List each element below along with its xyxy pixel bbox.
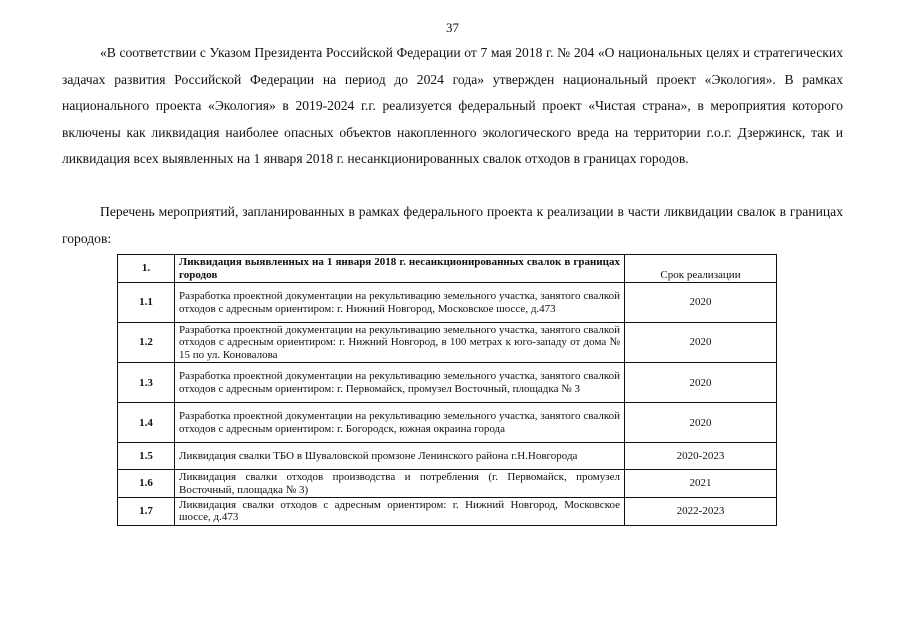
intro-paragraph: «В соответствии с Указом Президента Российской Федерации от 7 мая 2018 г. № 204 «О национальных целях и стратегических задачах развития Российской Федерации на период до 2024 года» утвержден национальный проект «Экология». В рамках национального проекта «Экология» в 2019-2024 г.г. реализуется федеральный проект «Чистая страна», в мероприятия которого включены как ликвидация наиболее опасных объектов накопленного экологического вреда на территории г.о.г. Дзержинск, так и ликвидация всех выявленных на 1 января 2018 г. несанкционированных свалок отходов в границах городов. — [62, 45, 843, 166]
row-description: Разработка проектной документации на рекультивацию земельного участка, занятого свалкой отходов с адресным ориентиром: г. Первомайск, промузел Восточный, площадка № 3 — [175, 363, 625, 403]
row-term: 2020 — [625, 323, 777, 363]
row-number: 1.4 — [118, 403, 175, 443]
row-term: 2020 — [625, 283, 777, 323]
row-description: Разработка проектной документации на рекультивацию земельного участка, занятого свалкой отходов с адресным ориентиром: г. Нижний Новгород, Московское шоссе, д.473 — [175, 283, 625, 323]
table-header-row — [118, 255, 777, 283]
row-term: 2020-2023 — [625, 443, 777, 470]
row-description: Разработка проектной документации на рекультивацию земельного участка, занятого свалкой отходов с адресным ориентиром: г. Богородск, южная окраина города — [175, 403, 625, 443]
header-description: Ликвидация выявленных на 1 января 2018 г. несанкционированных свалок в границах городов — [175, 255, 625, 283]
row-term: 2020 — [625, 403, 777, 443]
row-description: Ликвидация свалки ТБО в Шуваловской промзоне Ленинского района г.Н.Новгорода — [175, 443, 625, 470]
row-description: Ликвидация свалки отходов производства и потребления (г. Первомайск, промузел Восточный, площадка № 3) — [175, 470, 625, 498]
row-number: 1.1 — [118, 283, 175, 323]
page-number: 37 — [446, 20, 459, 35]
row-term: 2022-2023 — [625, 498, 777, 526]
row-number: 1.3 — [118, 363, 175, 403]
table-row — [118, 443, 777, 470]
row-term: 2020 — [625, 363, 777, 403]
table-row — [118, 283, 777, 323]
measures-table — [117, 254, 777, 526]
row-number: 1.6 — [118, 470, 175, 498]
table-row — [118, 403, 777, 443]
header-term: Срок реализации — [625, 255, 777, 283]
row-number: 1.5 — [118, 443, 175, 470]
row-number: 1.2 — [118, 323, 175, 363]
table-row — [118, 470, 777, 498]
row-description: Разработка проектной документации на рекультивацию земельного участка, занятого свалкой отходов с адресным ориентиром: г. Нижний Новгород, в 100 метрах к юго-западу от дома № 15 по ул. Коновалова — [175, 323, 625, 363]
table-row — [118, 363, 777, 403]
header-number: 1. — [118, 255, 175, 283]
table-row — [118, 498, 777, 526]
row-number: 1.7 — [118, 498, 175, 526]
row-term: 2021 — [625, 470, 777, 498]
table-row — [118, 323, 777, 363]
list-intro-paragraph: Перечень мероприятий, запланированных в рамках федерального проекта к реализации в части ликвидации свалок в границах городов: — [62, 204, 843, 246]
row-description: Ликвидация свалки отходов с адресным ориентиром: г. Нижний Новгород, Московское шоссе, д.473 — [175, 498, 625, 526]
